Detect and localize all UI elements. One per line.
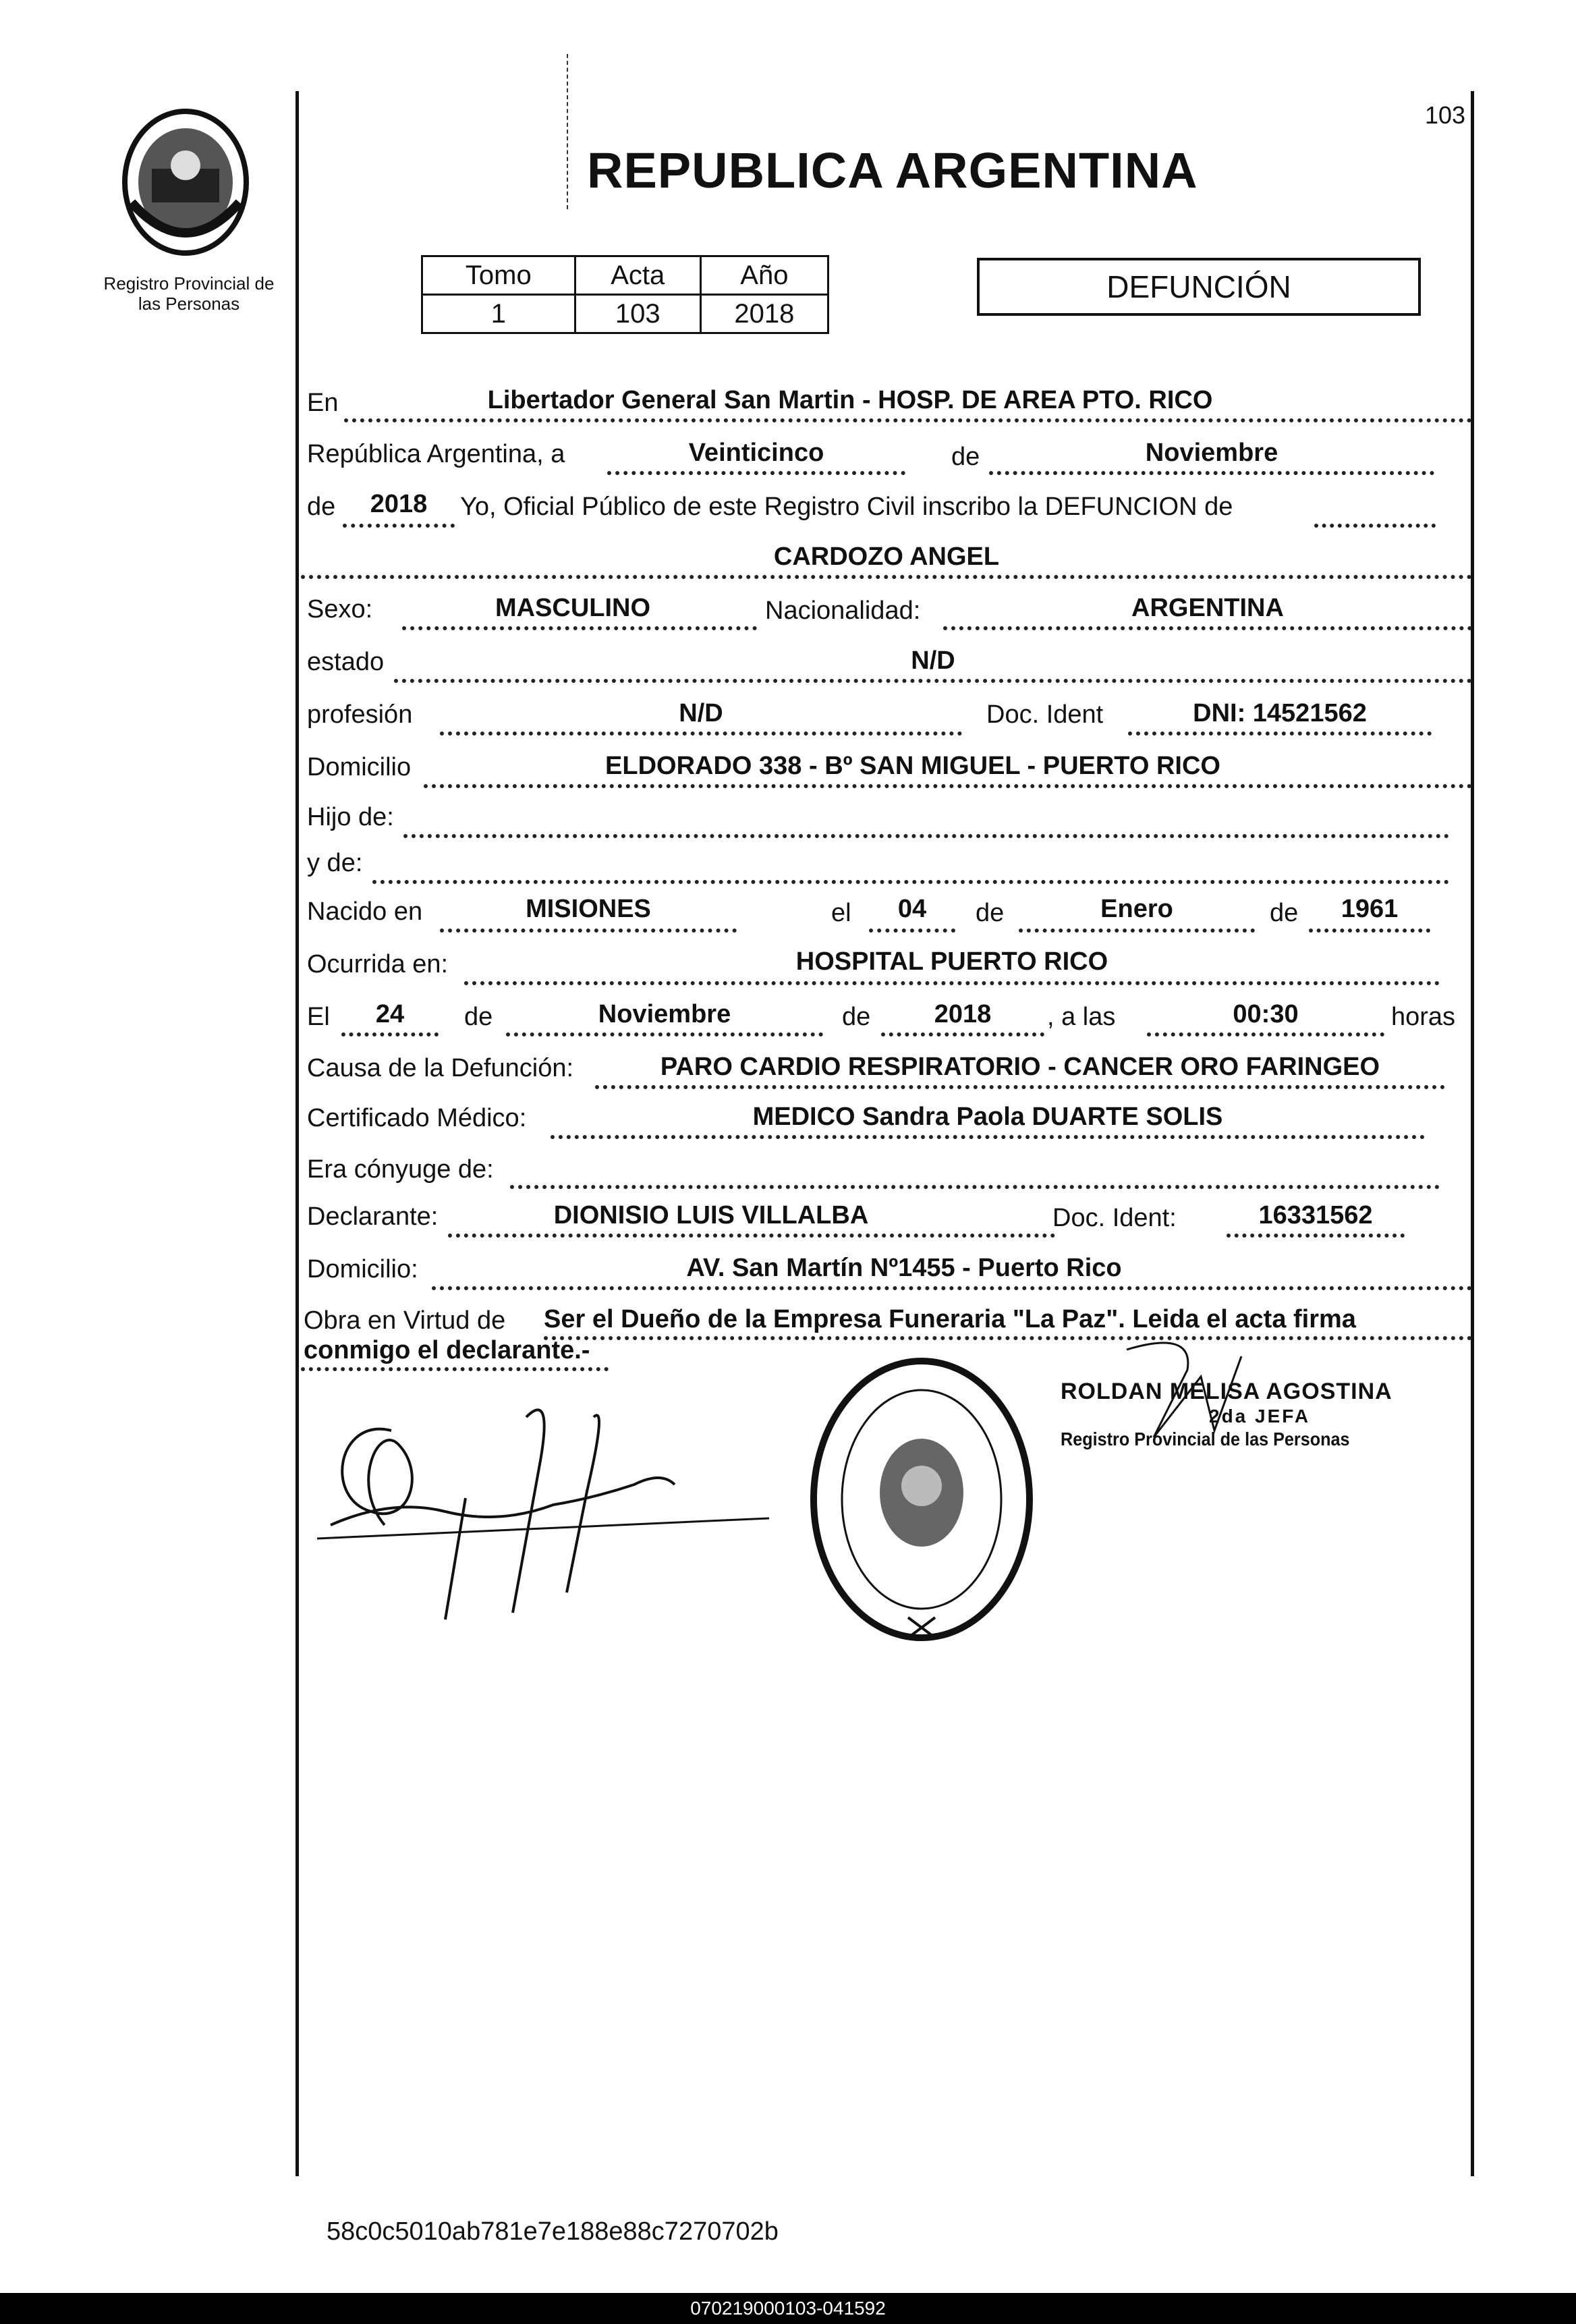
de-label-2: de [307, 493, 336, 521]
tomo-header: Tomo [422, 256, 575, 295]
nacionalidad-line [943, 626, 1472, 630]
de-label-4: de [1270, 899, 1299, 927]
domicilio2-line [432, 1286, 1472, 1290]
birth-day-line [869, 929, 955, 933]
domicilio-value: ELDORADO 338 - Bº SAN MIGUEL - PUERTO RICO [605, 752, 1220, 780]
y-de-line [372, 880, 1449, 884]
sexo-line [402, 626, 757, 630]
sexo-label: Sexo: [307, 595, 373, 624]
month-value: Noviembre [1145, 439, 1278, 467]
horas-label: horas [1391, 1003, 1456, 1031]
doc-ident-line [1128, 731, 1432, 736]
death-year-line [881, 1032, 1044, 1036]
estado-label: estado [307, 648, 385, 676]
certificado-value: MEDICO Sandra Paola DUARTE SOLIS [752, 1103, 1223, 1131]
year-line [343, 524, 455, 528]
yo-line-end [1314, 524, 1436, 528]
causa-line [595, 1085, 1445, 1089]
conyuge-label: Era cónyuge de: [307, 1155, 494, 1184]
right-frame-line [1471, 91, 1474, 2176]
y-de-label: y de: [307, 849, 363, 877]
birth-month-value: Enero [1100, 895, 1173, 923]
domicilio2-value: AV. San Martín Nº1455 - Puerto Rico [686, 1254, 1122, 1282]
registry-caption-line2: las Personas [138, 294, 240, 314]
birth-year-value: 1961 [1341, 895, 1399, 923]
causa-value: PARO CARDIO RESPIRATORIO - CANCER ORO FARINGEO [660, 1053, 1380, 1081]
doc-ident2-label: Doc. Ident: [1052, 1204, 1177, 1232]
declarante-label: Declarante: [307, 1202, 439, 1231]
ocurrida-value: HOSPITAL PUERTO RICO [795, 947, 1108, 976]
tomo-value: 1 [422, 295, 575, 333]
death-time-line [1147, 1032, 1384, 1036]
de-label-6: de [842, 1003, 871, 1031]
declarant-signature [310, 1390, 769, 1647]
ocurrida-label: Ocurrida en: [307, 950, 449, 978]
declarante-line [448, 1234, 1055, 1238]
month-line [989, 471, 1434, 475]
de-label-3: de [976, 899, 1005, 927]
hijo-label: Hijo de: [307, 803, 394, 831]
footer-bar [0, 2293, 1576, 2324]
nacido-label: Nacido en [307, 897, 423, 926]
footer-code: 070219000103-041592 [690, 2298, 886, 2319]
seal-icon [807, 1351, 1036, 1648]
anio-header: Año [700, 256, 828, 295]
doc-ident-value: DNI: 14521562 [1193, 699, 1367, 727]
en-label: En [307, 389, 339, 417]
registry-caption [81, 273, 297, 314]
anio-value: 2018 [700, 295, 828, 333]
yo-text: Yo, Oficial Público de este Registro Civil inscribo la DEFUNCION de [460, 493, 1233, 521]
hash-code: 58c0c5010ab781e7e188e88c7270702b [327, 2217, 779, 2246]
nacionalidad-value: ARGENTINA [1131, 594, 1284, 622]
certificado-line [551, 1135, 1425, 1139]
el-label: el [831, 899, 851, 927]
day-words-value: Veinticinco [688, 439, 824, 467]
estado-line [394, 679, 1472, 683]
fold-mark [567, 54, 569, 209]
page-title: REPUBLICA ARGENTINA [587, 142, 1198, 198]
official-office: Registro Provincial de las Personas [1061, 1429, 1350, 1449]
death-month-line [506, 1032, 823, 1036]
doc-ident2-value: 16331562 [1258, 1201, 1373, 1229]
ocurrida-line [464, 981, 1440, 985]
a-las-label: , a las [1047, 1003, 1116, 1031]
emblem-icon [115, 101, 256, 263]
acta-value: 103 [575, 295, 700, 333]
doc-ident2-line [1227, 1234, 1405, 1238]
birth-month-line [1019, 929, 1255, 933]
profesion-value: N/D [679, 699, 723, 727]
deceased-name-value: CARDOZO ANGEL [773, 543, 1000, 571]
birth-year-line [1309, 929, 1430, 933]
province-emblem [115, 101, 256, 263]
en-line [344, 418, 1472, 422]
page-number: 103 [1425, 101, 1466, 129]
death-month-value: Noviembre [598, 1000, 731, 1028]
obra-label: Obra en Virtud de [304, 1306, 506, 1335]
birth-day-value: 04 [897, 895, 927, 923]
domicilio2-label: Domicilio: [307, 1255, 418, 1283]
declarante-value: DIONISIO LUIS VILLALBA [553, 1201, 869, 1229]
official-signature-icon [1113, 1329, 1248, 1444]
republica-label: República Argentina, a [307, 440, 565, 468]
obra-line2 [301, 1367, 609, 1371]
death-day-value: 24 [375, 1000, 405, 1028]
en-value: Libertador General San Martin - HOSP. DE AREA PTO. RICO [487, 386, 1213, 414]
nacido-line [440, 929, 737, 933]
causa-label: Causa de la Defunción: [307, 1054, 574, 1082]
official-name: ROLDAN MELISA AGOSTINA [1061, 1379, 1392, 1404]
record-table-value-row [422, 295, 828, 333]
official-role: 2da JEFA [1209, 1406, 1311, 1427]
deceased-line [301, 575, 1472, 579]
de-label-1: de [951, 443, 980, 471]
domicilio-label: Domicilio [307, 753, 412, 781]
estado-value: N/D [911, 646, 955, 675]
official-signature [1113, 1329, 1248, 1444]
domicilio-line [424, 784, 1472, 788]
profesion-label: profesión [307, 700, 413, 729]
death-year-value: 2018 [934, 1000, 992, 1028]
hijo-line [403, 834, 1449, 838]
round-seal [807, 1351, 1036, 1648]
signature-icon [310, 1390, 769, 1647]
registry-caption-line1: Registro Provincial de [103, 273, 275, 294]
conyuge-line [510, 1185, 1440, 1189]
year-value: 2018 [370, 490, 428, 518]
death-time-value: 00:30 [1233, 1000, 1299, 1028]
day-line [607, 471, 905, 475]
obra-value-line2: conmigo el declarante.- [304, 1336, 590, 1364]
record-table [421, 255, 829, 334]
left-frame-line [296, 91, 299, 2176]
record-table-header-row [422, 256, 828, 295]
death-day-line [341, 1032, 439, 1036]
record-type-box: DEFUNCIÓN [977, 258, 1421, 316]
nacido-value: MISIONES [526, 895, 651, 923]
nacionalidad-label: Nacionalidad: [765, 597, 921, 625]
de-label-5: de [464, 1003, 493, 1031]
el2-label: El [307, 1003, 330, 1031]
obra-line [544, 1336, 1472, 1340]
acta-header: Acta [575, 256, 700, 295]
sexo-value: MASCULINO [495, 594, 651, 622]
doc-ident-label: Doc. Ident [986, 700, 1104, 729]
obra-value: Ser el Dueño de la Empresa Funeraria "La Paz". Leida el acta firma [544, 1305, 1356, 1333]
certificado-label: Certificado Médico: [307, 1104, 527, 1132]
profesion-line [440, 731, 962, 736]
